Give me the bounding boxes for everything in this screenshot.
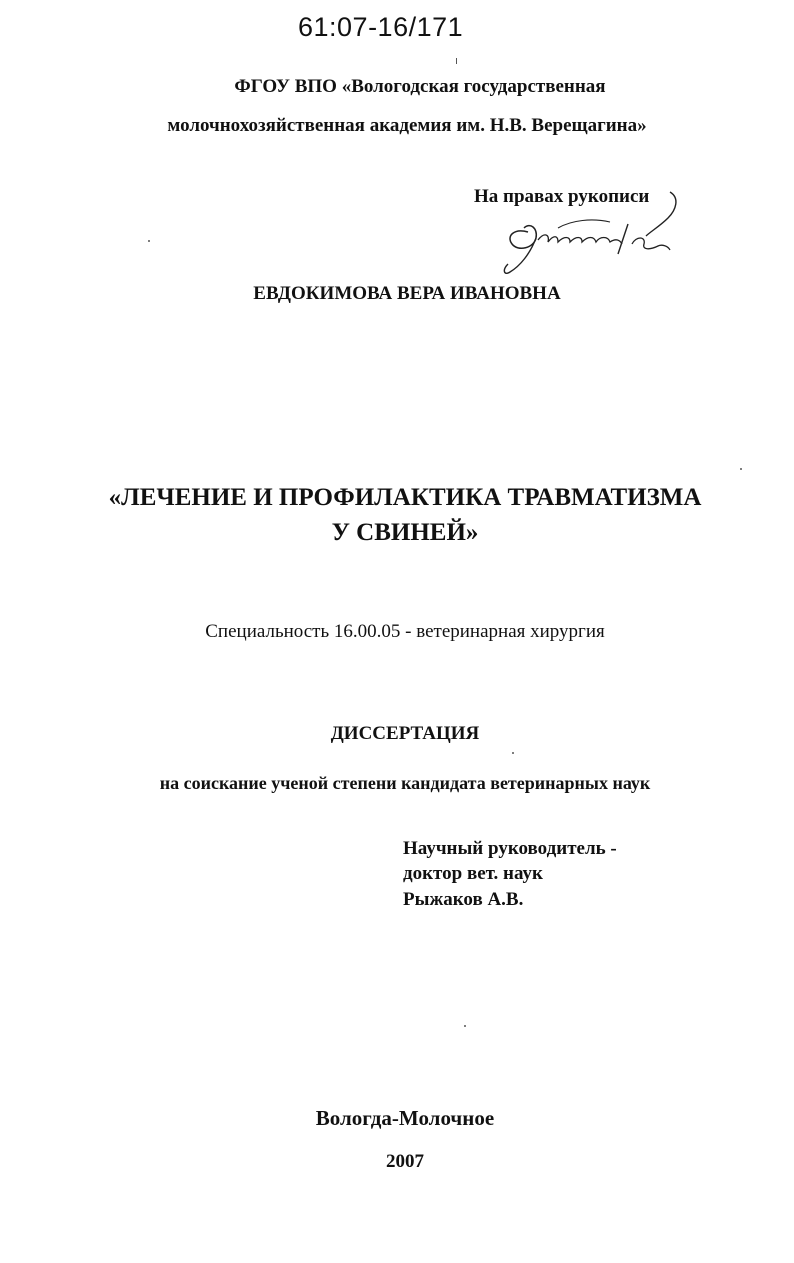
specialty-line: Специальность 16.00.05 - ветеринарная хирургия [205, 621, 605, 642]
author-name: ЕВДОКИМОВА ВЕРА ИВАНОВНА [253, 283, 561, 304]
catalog-number: 61:07-16/171 [298, 12, 464, 42]
organization-line-1: ФГОУ ВПО «Вологодская государственная [234, 76, 606, 97]
degree-line: на соискание ученой степени кандидата ветеринарных наук [159, 773, 651, 793]
scan-speck [464, 1025, 466, 1027]
city: Вологда-Молочное [315, 1106, 495, 1130]
organization-line-2: молочнохозяйственная академия им. Н.В. Верещагина» [167, 115, 647, 136]
supervisor-name: Рыжаков А.В. [403, 889, 524, 910]
scan-speck [456, 58, 457, 64]
year: 2007 [386, 1151, 424, 1172]
scan-speck [148, 240, 150, 242]
document-type: ДИССЕРТАЦИЯ [330, 723, 480, 744]
dissertation-title-line-2: У СВИНЕЙ» [331, 519, 479, 546]
scan-speck [512, 752, 514, 754]
scan-speck [740, 468, 742, 470]
supervisor-role: Научный руководитель - [403, 838, 617, 859]
rights-note: На правах рукописи [474, 186, 650, 207]
supervisor-degree: доктор вет. наук [403, 863, 543, 884]
dissertation-title-line-1: «ЛЕЧЕНИЕ И ПРОФИЛАКТИКА ТРАВМАТИЗМА [108, 484, 702, 511]
handwritten-signature-icon [500, 188, 680, 278]
